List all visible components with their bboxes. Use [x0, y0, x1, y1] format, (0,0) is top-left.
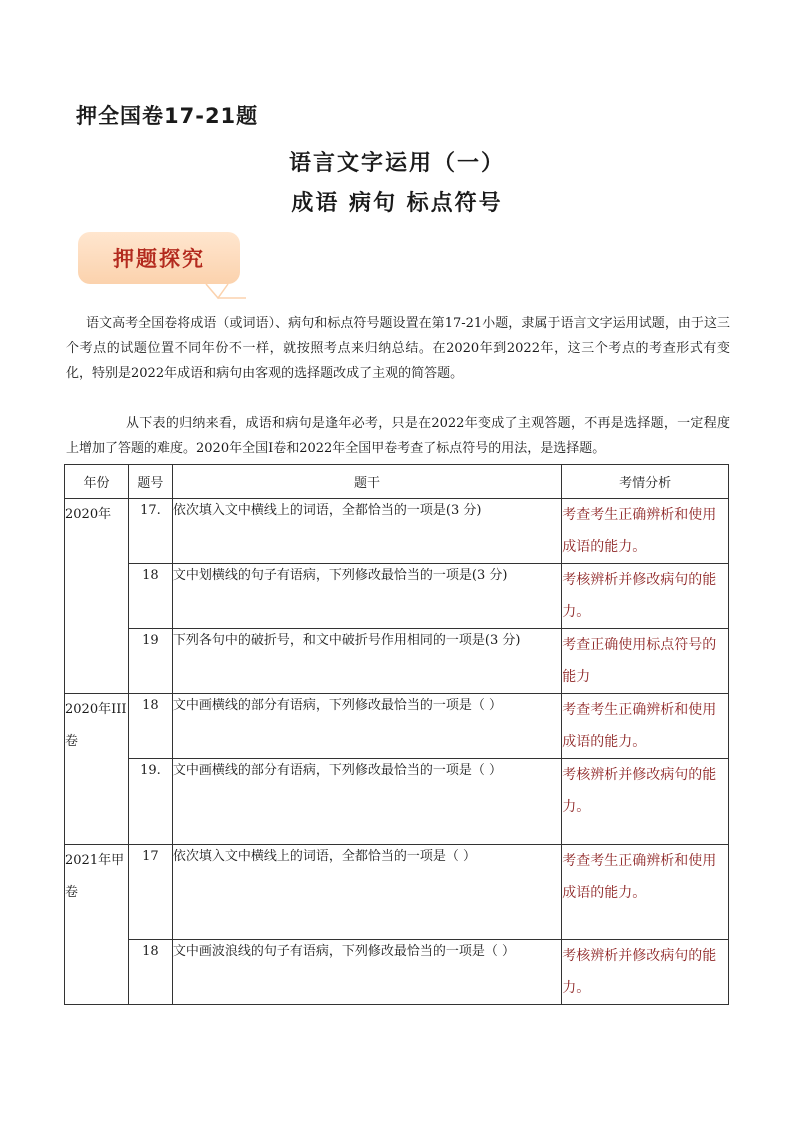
table-row — [65, 499, 729, 564]
question-stem: 文中画横线的部分有语病，下列修改最恰当的一项是（ ） — [172, 694, 561, 759]
question-number: 17 — [128, 845, 172, 940]
table-row — [65, 845, 729, 940]
subtitle-language-use: 语言文字运用（一） — [288, 151, 505, 176]
question-number: 18 — [128, 564, 172, 629]
table-row — [65, 629, 729, 694]
year-cell: 2021年甲卷 — [65, 845, 129, 1005]
analysis-cell: 考核辨析并修改病句的能力。 — [562, 759, 729, 845]
analysis-cell: 考核辨析并修改病句的能力。 — [562, 940, 729, 1005]
header-number: 题号 — [128, 465, 172, 499]
table-row — [65, 759, 729, 845]
intro-paragraph-1: 语文高考全国卷将成语（或词语）、病句和标点符号题设置在第17-21小题，隶属于语言文字运用试题，由于这三个考点的试题位置不同年份不一样，就按照考点来归纳总结。在2020年到2022年，这三个考点的考查形式有变化，特别是2022年成语和病句由客观的选择题改成了主观的简答题。 — [66, 316, 730, 381]
question-number: 19 — [128, 629, 172, 694]
year-cell: 2020年III卷 — [65, 694, 129, 845]
subtitle-topics: 成语 病句 标点符号 — [291, 191, 503, 216]
question-number: 18 — [128, 940, 172, 1005]
question-stem: 依次填入文中横线上的词语，全都恰当的一项是（ ） — [172, 845, 561, 940]
table-row — [65, 564, 729, 629]
table-header-row — [65, 465, 729, 499]
question-number: 18 — [128, 694, 172, 759]
main-title: 押全国卷17-21题 — [76, 104, 259, 128]
question-number: 17. — [128, 499, 172, 564]
table-row — [65, 694, 729, 759]
intro-paragraph-2: 从下表的归纳来看，成语和病句是逢年必考，只是在2022年变成了主观答题，不再是选择题，一定程度上增加了答题的难度。2020年全国I卷和2022年全国甲卷考查了标点符号的用法，是选择题。 — [66, 416, 730, 456]
header-analysis: 考情分析 — [562, 465, 729, 499]
question-number: 19. — [128, 759, 172, 845]
exam-analysis-table — [64, 464, 729, 1005]
question-stem: 文中画波浪线的句子有语病，下列修改最恰当的一项是（ ） — [172, 940, 561, 1005]
header-stem: 题干 — [172, 465, 561, 499]
analysis-cell: 考核辨析并修改病句的能力。 — [562, 564, 729, 629]
analysis-cell: 考查考生正确辨析和使用成语的能力。 — [562, 499, 729, 564]
table-row — [65, 940, 729, 1005]
analysis-cell: 考查正确使用标点符号的能力 — [562, 629, 729, 694]
question-stem: 依次填入文中横线上的词语，全都恰当的一项是(3 分) — [172, 499, 561, 564]
section-badge — [78, 232, 248, 304]
question-stem: 文中划横线的句子有语病，下列修改最恰当的一项是(3 分) — [172, 564, 561, 629]
question-stem: 下列各句中的破折号，和文中破折号作用相同的一项是(3 分) — [172, 629, 561, 694]
analysis-cell: 考查考生正确辨析和使用成语的能力。 — [562, 694, 729, 759]
badge-label: 押题探究 — [78, 232, 240, 284]
question-stem: 文中画横线的部分有语病，下列修改最恰当的一项是（ ） — [172, 759, 561, 845]
header-year: 年份 — [65, 465, 129, 499]
analysis-cell: 考查考生正确辨析和使用成语的能力。 — [562, 845, 729, 940]
year-cell: 2020年 — [65, 499, 129, 694]
